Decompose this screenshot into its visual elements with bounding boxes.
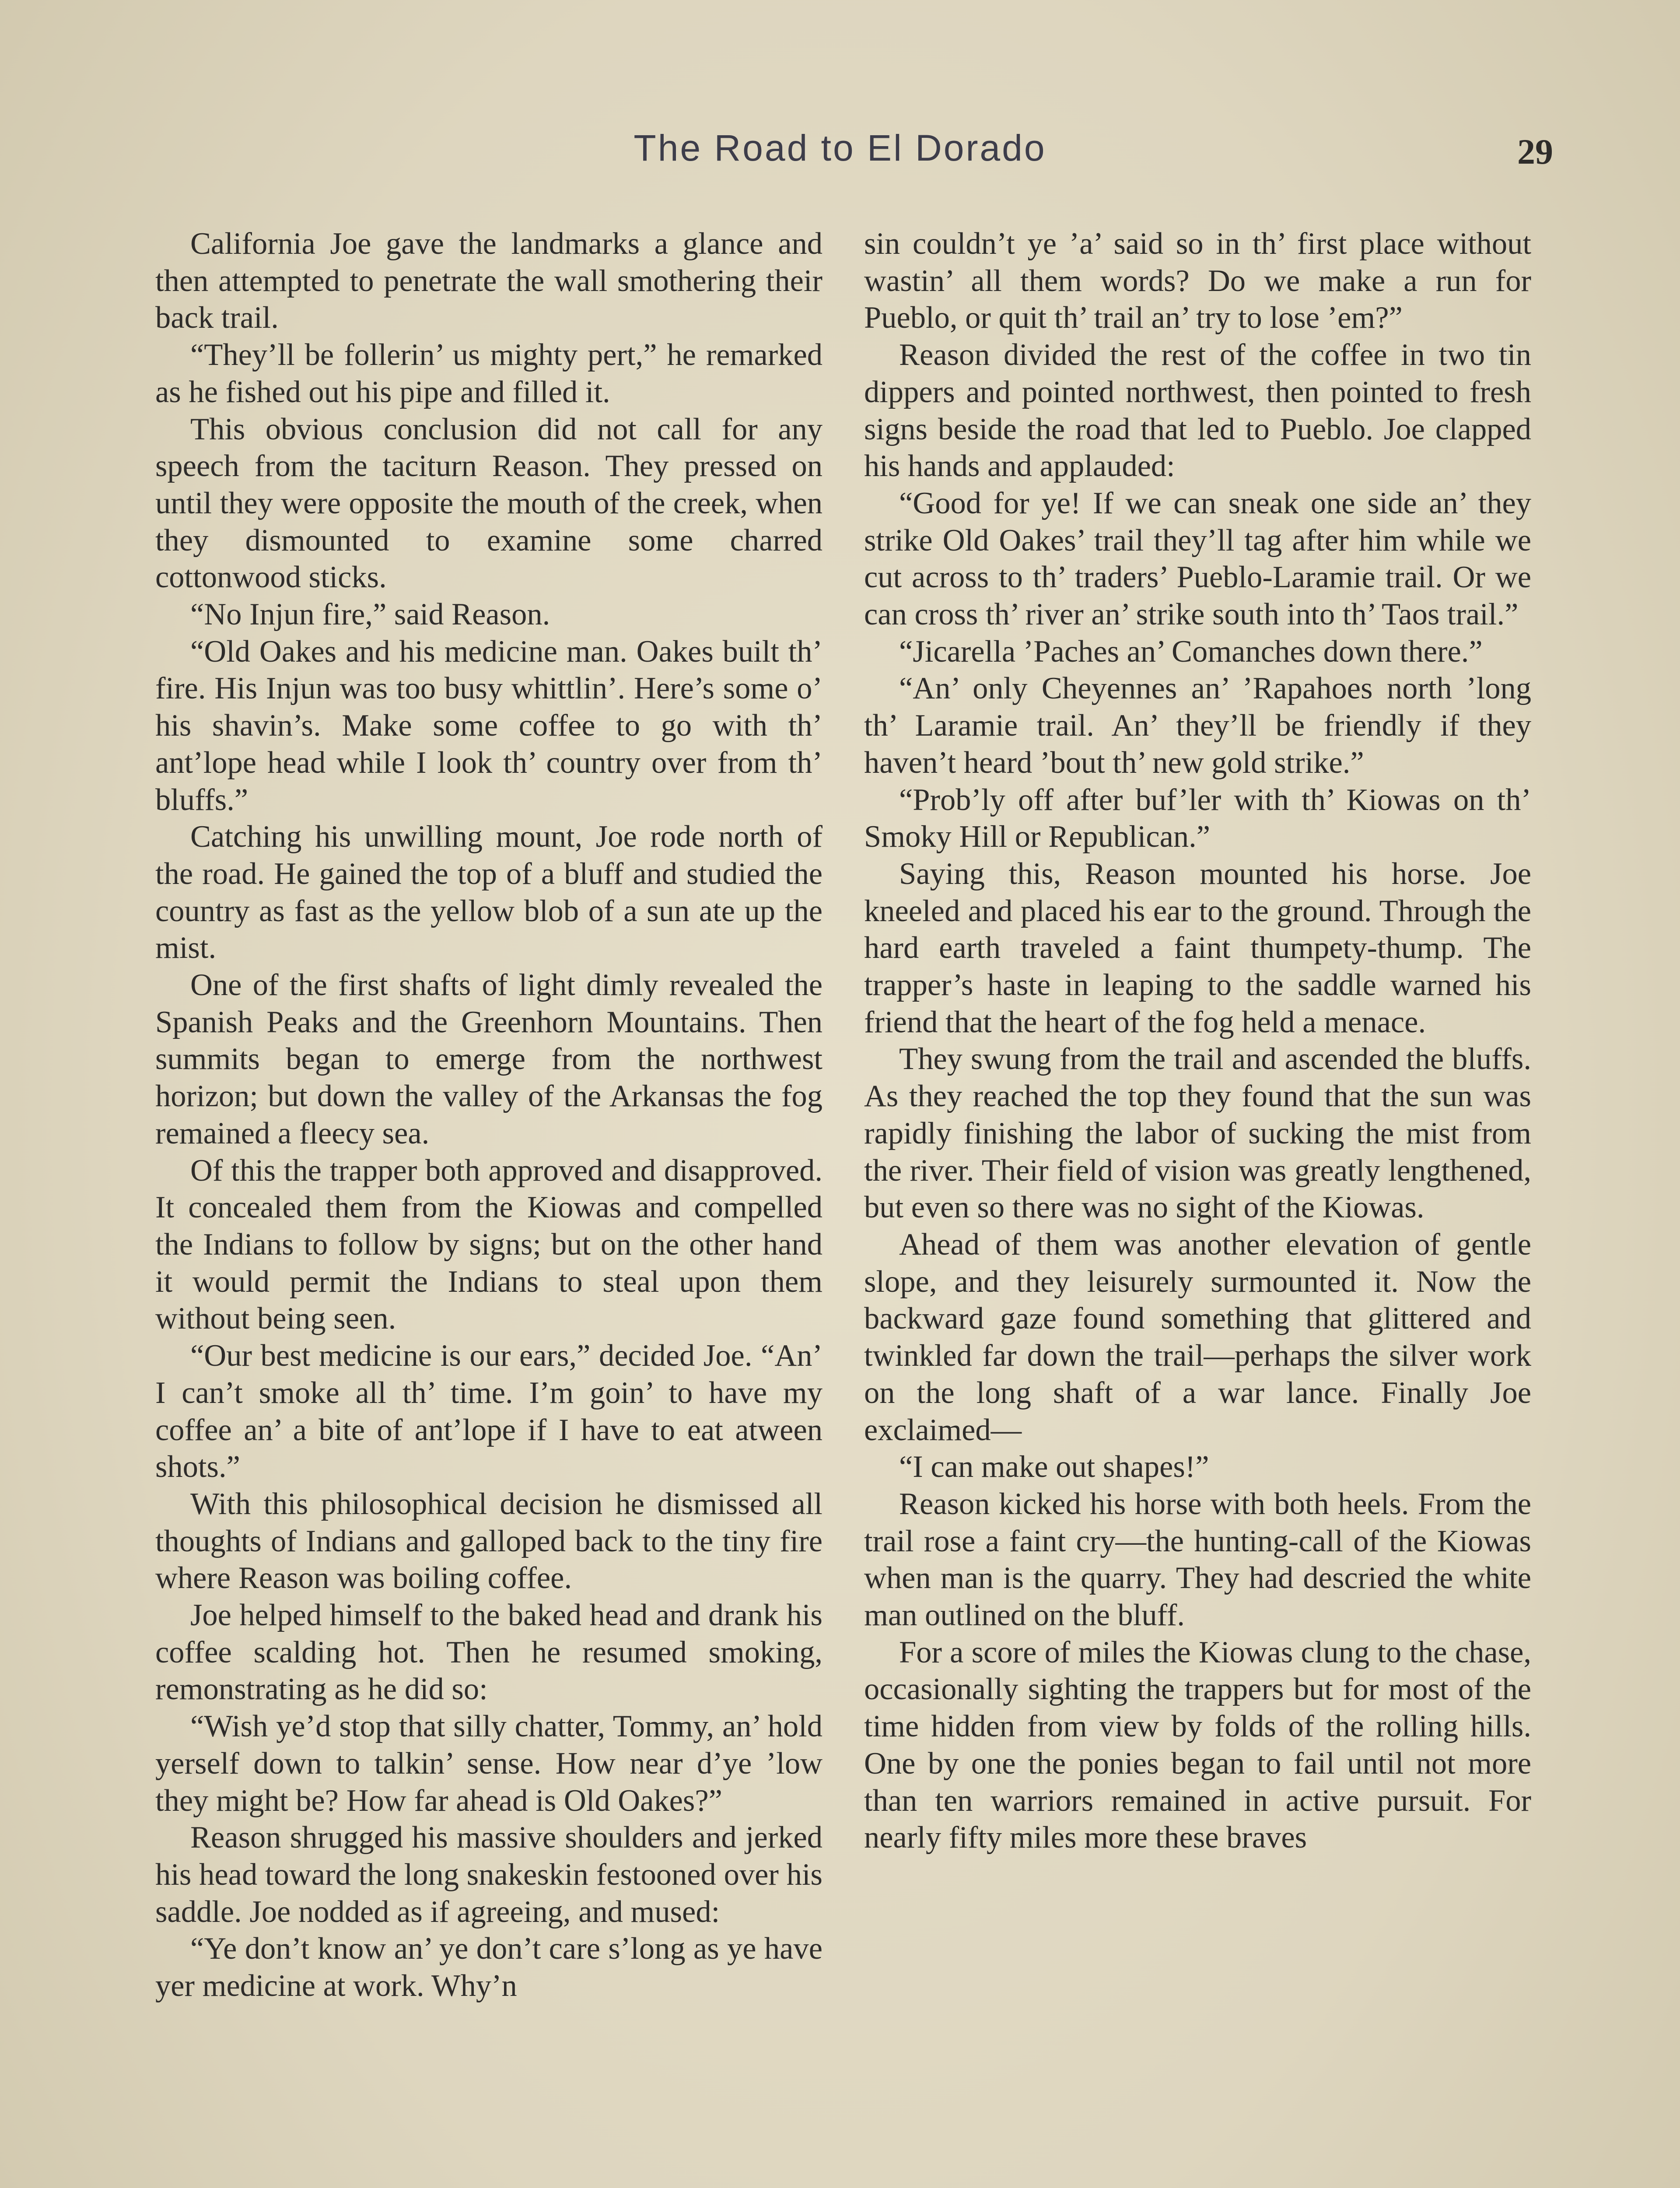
paragraph: For a score of miles the Kiowas clung to the chase, occasionally sighting the trappers but for most of the time hidden from view by folds of the rolling hills. One by one the ponies began to fail until not more than ten warriors remained in active pursuit. For nearly fifty miles more these braves: [864, 1635, 1531, 1855]
paragraph: “Good for ye! If we can sneak one side an’ they strike Old Oakes’ trail they’ll tag after him while we cut across to th’ traders’ Pueblo-Laramie trail. Or we can cross th’ river an’ strike south into th’ Taos trail.”: [864, 486, 1531, 632]
paragraph: “Prob’ly off after buf’ler with th’ Kiowas on th’ Smoky Hill or Republican.”: [864, 782, 1531, 854]
paragraph: Ahead of them was another elevation of gentle slope, and they leisurely surmounted it. Now the backward gaze found something that glittered and twinkled far down the trail—perhaps the silver work on the long shaft of a war lance. Finally Joe exclaimed—: [864, 1227, 1531, 1447]
paragraph: Saying this, Reason mounted his horse. Joe kneeled and placed his ear to the ground. Through the hard earth traveled a faint thumpety-thump. The trapper’s haste in leaping to the saddle warned his friend that the heart of the fog held a menace.: [864, 856, 1531, 1039]
paragraph: sin couldn’t ye ’a’ said so in th’ first place without wastin’ all them words? Do we make a run for Pueblo, or quit th’ trail an’ try to lose ’em?”: [864, 227, 1531, 335]
paragraph: “They’ll be follerin’ us mighty pert,” he remarked as he fished out his pipe and filled it.: [155, 338, 822, 409]
paragraph: Reason divided the rest of the coffee in two tin dippers and pointed northwest, then pointed to fresh signs beside the road that led to Pueblo. Joe clapped his hands and applauded:: [864, 338, 1531, 484]
paragraph: Of this the trapper both approved and disapproved. It concealed them from the Kiowas and compelled the Indians to follow by signs; but on the other hand it would permit the Indians to steal upon them without being seen.: [155, 1153, 822, 1336]
left-text-column: [155, 225, 822, 2005]
paragraph: California Joe gave the landmarks a glance and then attempted to penetrate the wall smothering their back trail.: [155, 227, 822, 335]
paragraph: Reason shrugged his massive shoulders and jerked his head toward the long snakeskin festooned over his saddle. Joe nodded as if agreeing, and mused:: [155, 1820, 822, 1929]
running-title: The Road to El Dorado: [634, 127, 1046, 168]
paragraph: “Our best medicine is our ears,” decided Joe. “An’ I can’t smoke all th’ time. I’m goin’ to have my coffee an’ a bite of ant’lope if I have to eat atween shots.”: [155, 1339, 822, 1484]
paragraph: This obvious conclusion did not call for any speech from the taciturn Reason. They pressed on until they were opposite the mouth of the creek, when they dismounted to examine some charred cottonwood sticks.: [155, 412, 822, 595]
paragraph: “Ye don’t know an’ ye don’t care s’long as ye have yer medicine at work. Why’n: [155, 1932, 822, 2003]
paragraph: “Wish ye’d stop that silly chatter, Tommy, an’ hold yerself down to talkin’ sense. How near d’ye ’low they might be? How far ahead is Old Oakes?”: [155, 1709, 822, 1818]
paragraph: Reason kicked his horse with both heels. From the trail rose a faint cry—the hunting-call of the Kiowas when man is the quarry. They had descried the white man outlined on the bluff.: [864, 1487, 1531, 1633]
paragraph: Joe helped himself to the baked head and drank his coffee scalding hot. Then he resumed smoking, remonstrating as he did so:: [155, 1598, 822, 1707]
paragraph: They swung from the trail and ascended the bluffs. As they reached the top they found that the sun was rapidly finishing the labor of sucking the mist from the river. Their field of vision was greatly lengthened, but even so there was no sight of the Kiowas.: [864, 1042, 1531, 1225]
paragraph: “I can make out shapes!”: [899, 1450, 1209, 1484]
paragraph: “Old Oakes and his medicine man. Oakes built th’ fire. His Injun was too busy whittlin’. Here’s some o’ his shavin’s. Make some coffee to go with th’ ant’lope head while I look th’ country over from th’ bluffs.”: [155, 634, 822, 817]
paragraph: Catching his unwilling mount, Joe rode north of the road. He gained the top of a bluff and studied the country as fast as the yellow blob of a sun ate up the mist.: [155, 820, 822, 965]
page-number: 29: [1517, 132, 1553, 172]
paragraph: “No Injun fire,” said Reason.: [190, 597, 550, 632]
paragraph: “Jicarella ’Paches an’ Comanches down there.”: [899, 634, 1483, 669]
paragraph: “An’ only Cheyennes an’ ’Rapahoes north ’long th’ Laramie trail. An’ they’ll be friendly if they haven’t heard ’bout th’ new gold strike.”: [864, 671, 1531, 780]
paragraph: One of the first shafts of light dimly revealed the Spanish Peaks and the Greenhorn Mountains. Then summits began to emerge from the northwest horizon; but down the valley of the Arkansas the fog remained a fleecy sea.: [155, 968, 822, 1150]
paragraph: With this philosophical decision he dismissed all thoughts of Indians and galloped back to the tiny fire where Reason was boiling coffee.: [155, 1487, 822, 1595]
right-text-column: [864, 225, 1531, 1856]
